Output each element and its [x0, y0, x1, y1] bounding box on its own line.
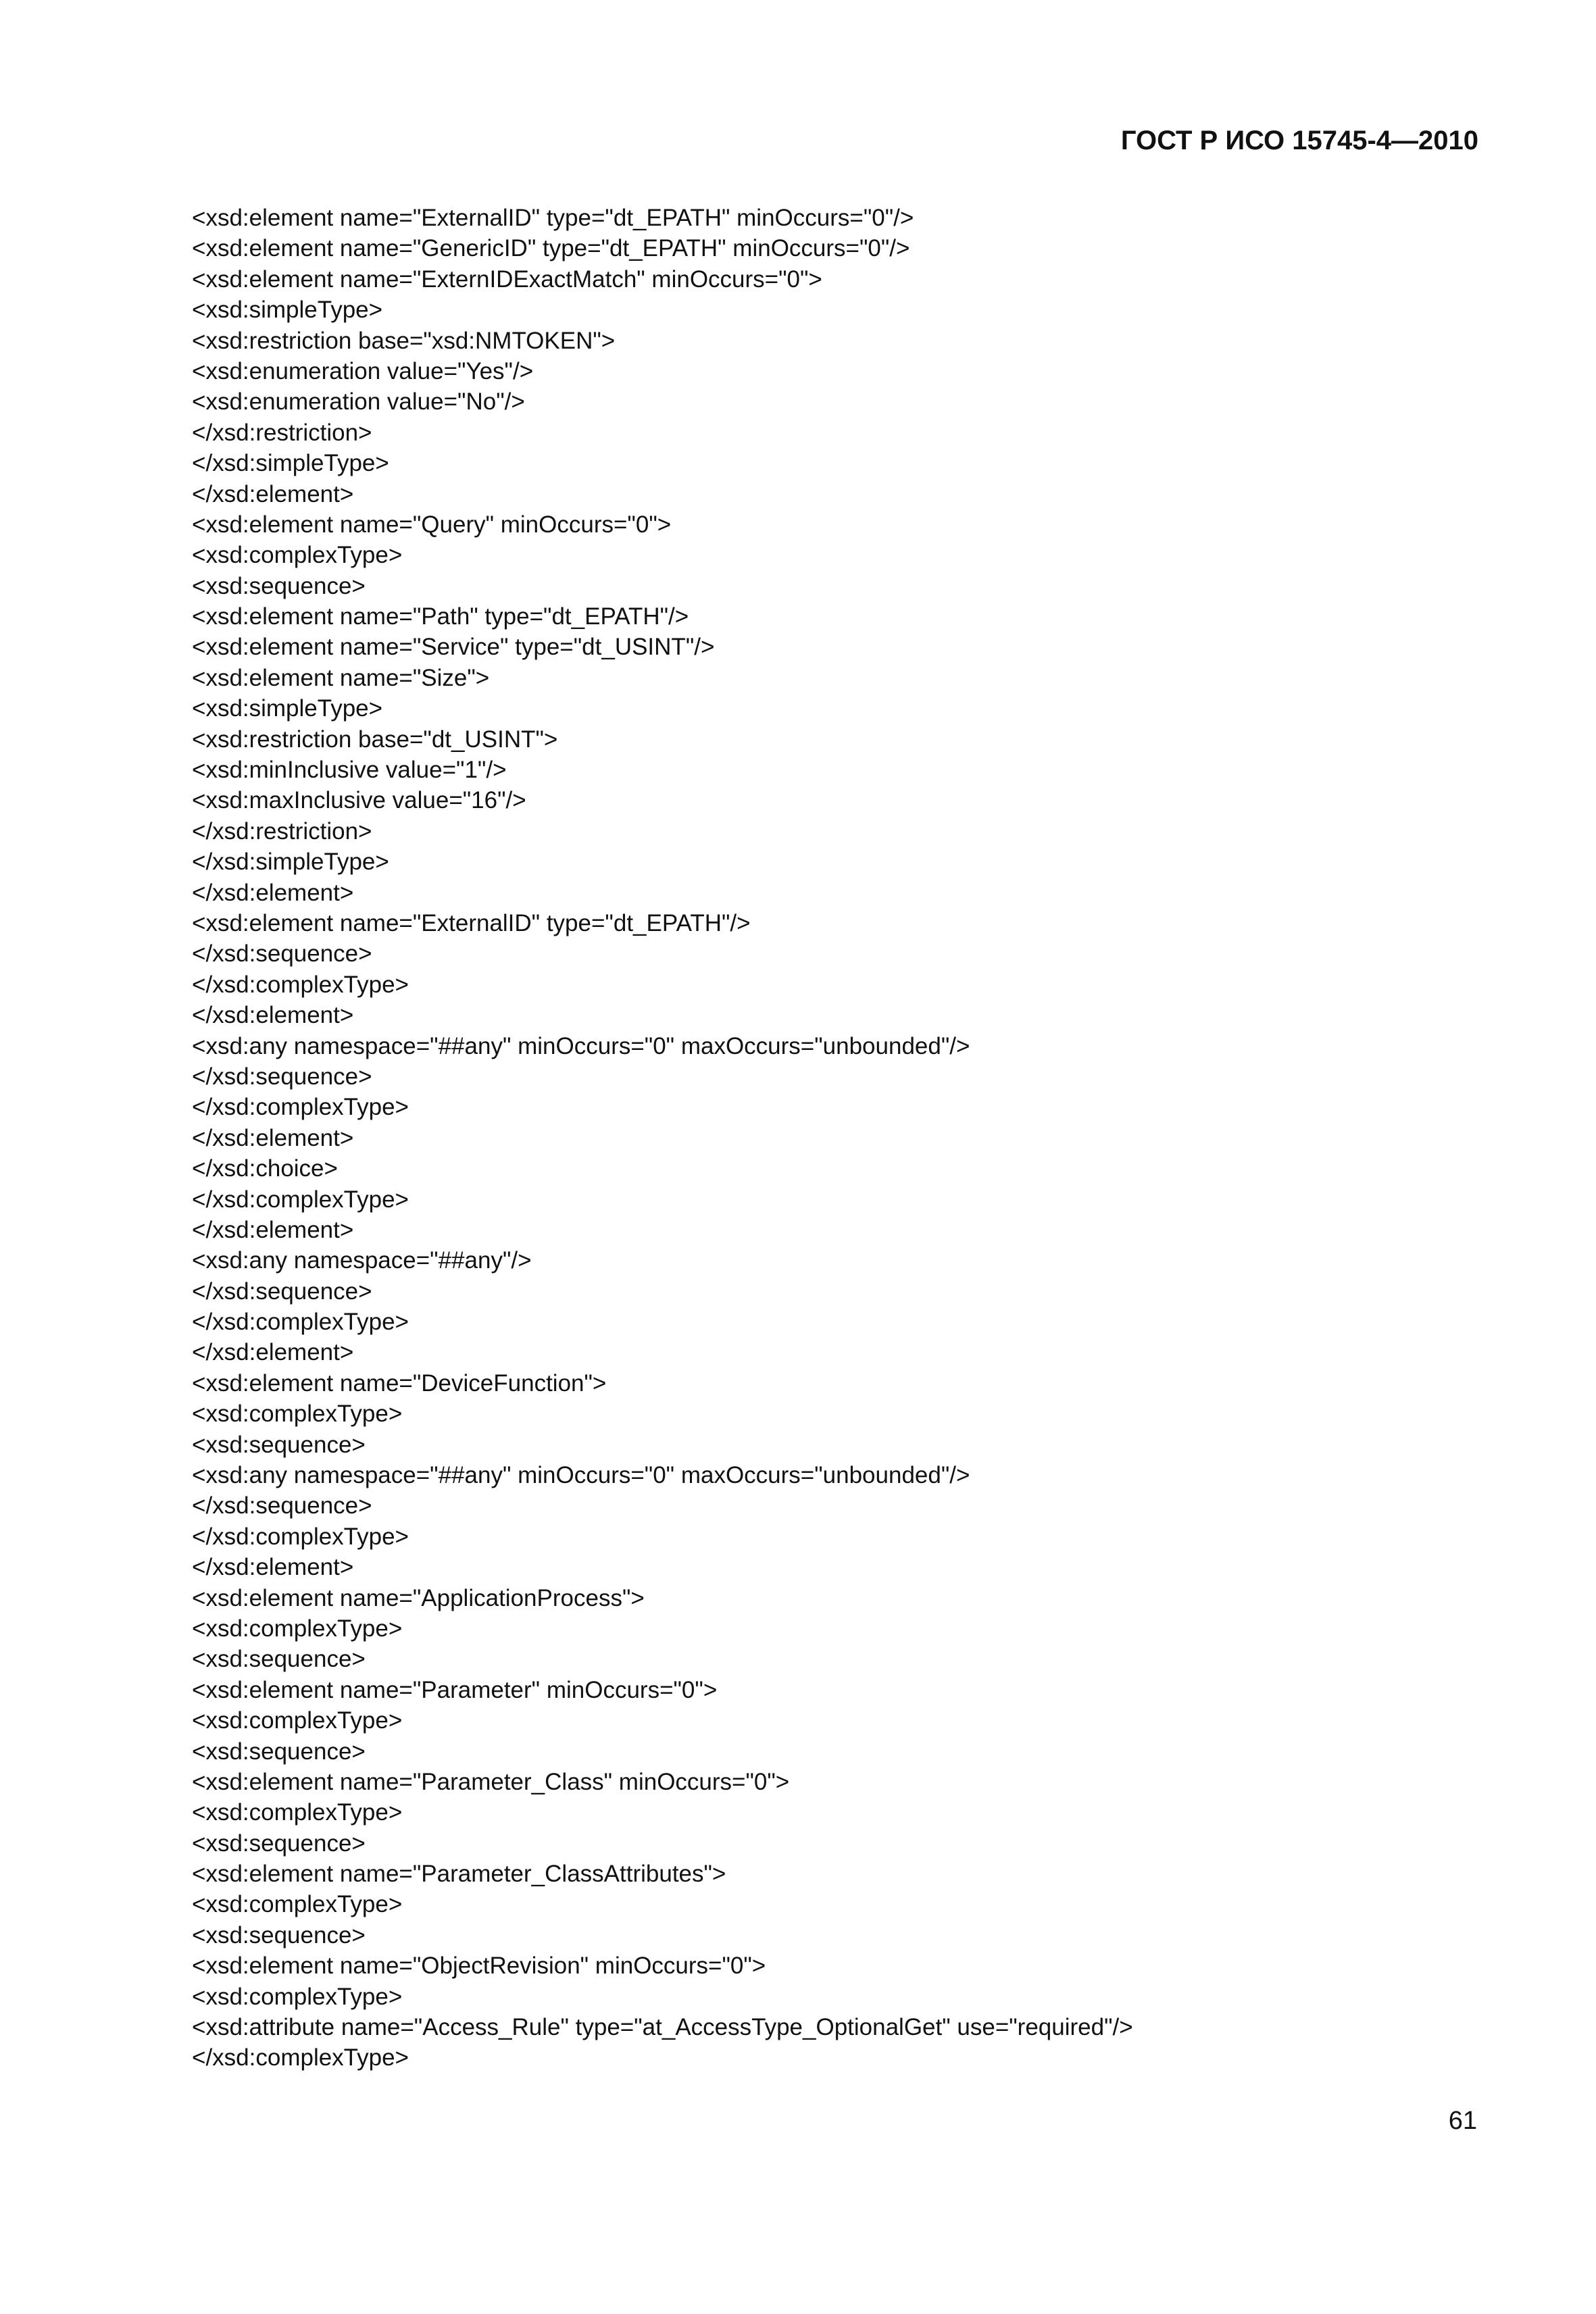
code-line: <xsd:element name="GenericID" type="dt_EPATH" minOccurs="0"/>: [192, 235, 910, 262]
code-line: </xsd:complexType>: [192, 971, 409, 998]
code-line: <xsd:any namespace="##any"/>: [192, 1247, 532, 1274]
code-line: <xsd:sequence>: [192, 572, 366, 599]
code-line: </xsd:element>: [192, 1554, 354, 1581]
code-line: </xsd:element>: [192, 1124, 354, 1151]
code-line: <xsd:sequence>: [192, 1921, 366, 1948]
code-line: <xsd:simpleType>: [192, 695, 383, 722]
code-line: </xsd:sequence>: [192, 1063, 372, 1090]
code-line: <xsd:element name="Size">: [192, 664, 490, 691]
code-line: <xsd:sequence>: [192, 1738, 366, 1765]
code-line: <xsd:sequence>: [192, 1431, 366, 1458]
code-line: <xsd:any namespace="##any" minOccurs="0" maxOccurs="unbounded"/>: [192, 1032, 970, 1059]
code-line: <xsd:complexType>: [192, 1707, 403, 1734]
code-line: </xsd:complexType>: [192, 2044, 409, 2071]
code-line: <xsd:element name="ExternalID" type="dt_EPATH" minOccurs="0"/>: [192, 205, 914, 231]
code-line: </xsd:complexType>: [192, 1094, 409, 1121]
code-line: <xsd:element name="ObjectRevision" minOccurs="0">: [192, 1953, 766, 1980]
code-line: </xsd:complexType>: [192, 1309, 409, 1336]
code-line: </xsd:simpleType>: [192, 450, 389, 477]
xsd-code-listing: [192, 203, 1133, 2073]
code-line: <xsd:complexType>: [192, 1891, 403, 1918]
code-line: </xsd:element>: [192, 1339, 354, 1366]
code-line: <xsd:maxInclusive value="16"/>: [192, 787, 526, 814]
code-line: <xsd:enumeration value="Yes"/>: [192, 357, 534, 384]
code-line: <xsd:element name="ExternIDExactMatch" minOccurs="0">: [192, 266, 822, 293]
code-line: <xsd:sequence>: [192, 1830, 366, 1857]
code-line: <xsd:complexType>: [192, 542, 403, 569]
code-line: <xsd:element name="Query" minOccurs="0">: [192, 511, 672, 538]
code-line: </xsd:simpleType>: [192, 849, 389, 876]
code-line: <xsd:element name="DeviceFunction">: [192, 1369, 607, 1397]
code-line: </xsd:element>: [192, 1002, 354, 1029]
code-line: <xsd:element name="Parameter_ClassAttributes">: [192, 1861, 726, 1888]
code-line: <xsd:element name="Path" type="dt_EPATH"/>: [192, 603, 689, 630]
code-line: <xsd:element name="Parameter_Class" minOccurs="0">: [192, 1768, 790, 1795]
code-line: <xsd:attribute name="Access_Rule" type="at_AccessType_OptionalGet" use="required"/>: [192, 2014, 1133, 2041]
code-line: <xsd:restriction base="dt_USINT">: [192, 726, 558, 753]
code-line: <xsd:complexType>: [192, 1615, 403, 1642]
code-line: <xsd:any namespace="##any" minOccurs="0" maxOccurs="unbounded"/>: [192, 1462, 970, 1489]
code-line: </xsd:choice>: [192, 1155, 338, 1182]
code-line: </xsd:element>: [192, 1216, 354, 1243]
code-line: </xsd:element>: [192, 480, 354, 507]
code-line: <xsd:simpleType>: [192, 297, 383, 324]
code-line: </xsd:element>: [192, 879, 354, 906]
code-line: <xsd:element name="Parameter" minOccurs="0">: [192, 1676, 718, 1703]
code-line: </xsd:restriction>: [192, 419, 372, 446]
code-line: <xsd:element name="ApplicationProcess">: [192, 1584, 645, 1611]
code-line: </xsd:sequence>: [192, 1278, 372, 1305]
page-number: 61: [1448, 2107, 1477, 2135]
code-line: </xsd:complexType>: [192, 1186, 409, 1213]
code-line: </xsd:sequence>: [192, 1492, 372, 1519]
code-line: </xsd:restriction>: [192, 818, 372, 845]
code-line: <xsd:minInclusive value="1"/>: [192, 757, 507, 784]
code-line: <xsd:complexType>: [192, 1401, 403, 1428]
document-standard-id: ГОСТ Р ИСО 15745-4—2010: [1120, 126, 1478, 155]
code-line: <xsd:complexType>: [192, 1799, 403, 1826]
code-line: <xsd:restriction base="xsd:NMTOKEN">: [192, 327, 616, 354]
code-line: <xsd:complexType>: [192, 1983, 403, 2010]
code-line: <xsd:sequence>: [192, 1646, 366, 1673]
code-line: <xsd:element name="Service" type="dt_USINT"/>: [192, 634, 715, 661]
code-line: </xsd:sequence>: [192, 940, 372, 967]
code-line: <xsd:enumeration value="No"/>: [192, 388, 525, 416]
code-line: </xsd:complexType>: [192, 1523, 409, 1550]
code-line: <xsd:element name="ExternalID" type="dt_EPATH"/>: [192, 909, 751, 936]
